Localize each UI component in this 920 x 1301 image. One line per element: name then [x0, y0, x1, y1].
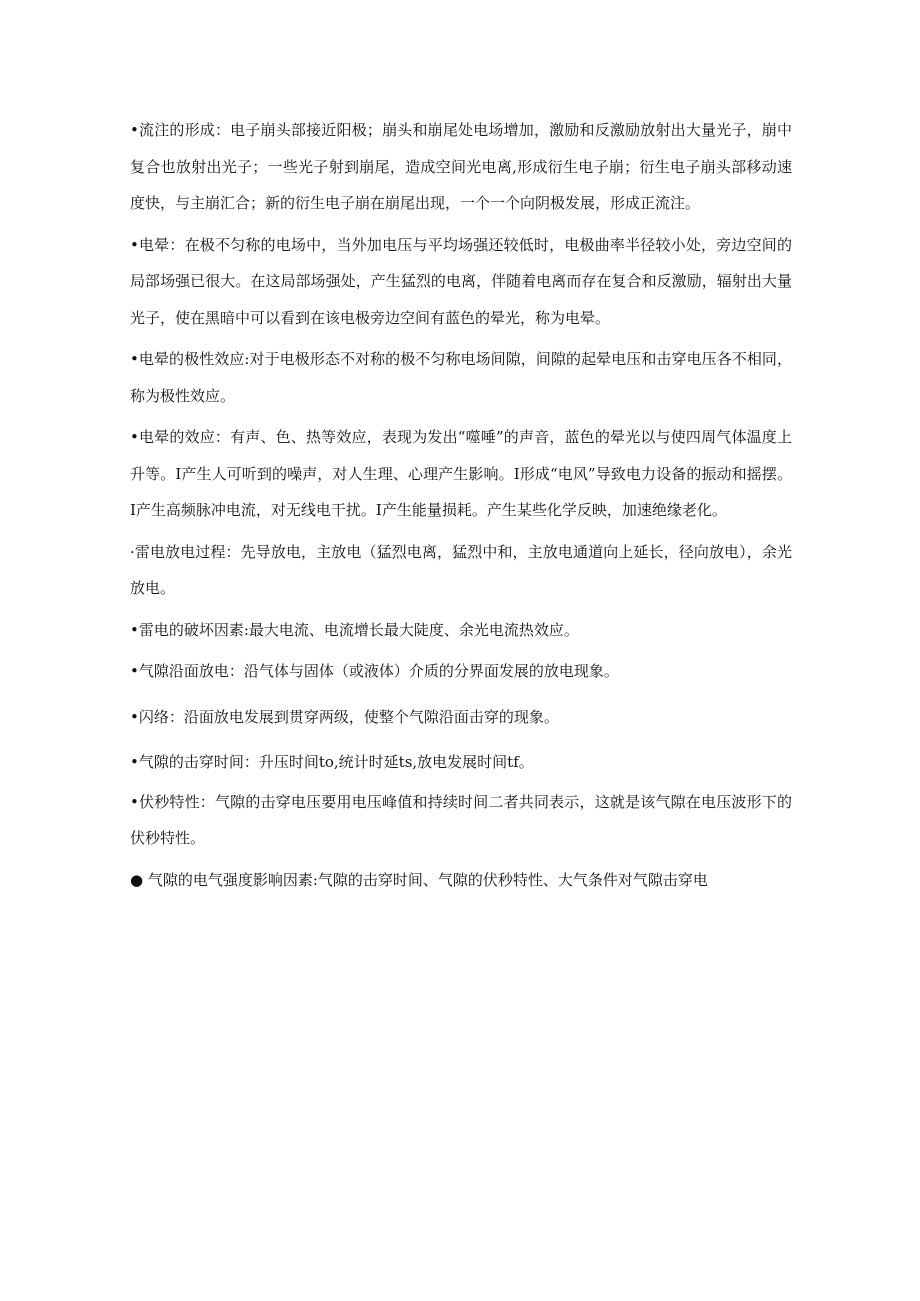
paragraph-corona: •电晕：在极不匀称的电场中，当外加电压与平均场强还较低时，电极曲率半径较小处，旁边空间的局部场强已很大。在这局部场强处，产生猛烈的电离，伴随着电离而存在复合和反激励，辐射出大量光子，使在黑暗中可以看到在该电极旁边空间有蓝色的晕光，称为电晕。 [130, 235, 792, 327]
paragraph-breakdown-time: •气隙的击穿时间：升压时间to,统计时延ts,放电发展时间tf。 [130, 753, 534, 771]
paragraph-volt-second-characteristic: •伏秒特性：气隙的击穿电压要用电压峰值和持续时间二者共同表示，这就是该气隙在电压波形下的伏秒特性。 [130, 792, 792, 847]
document-body [130, 112, 792, 903]
paragraph-corona-polarity-effect: •电晕的极性效应:对于电极形态不对称的极不匀称电场间隙，间隙的起晕电压和击穿电压各不相同，称为极性效应。 [130, 350, 792, 405]
paragraph-streamer-formation: •流注的形成：电子崩头部接近阳极；崩头和崩尾处电场增加，激励和反激励放射出大量光子，崩中复合也放射出光子；一些光子射到崩尾，造成空间光电离,形成衍生电子崩；衍生电子崩头部移动速度快，与主崩汇合；新的衍生电子崩在崩尾出现，一个一个向阴极发展，形成正流注。 [130, 121, 792, 212]
paragraph-gap-strength-factors: ● 气隙的电气强度影响因素:气隙的击穿时间、气隙的伏秒特性、大气条件对气隙击穿电 [130, 870, 708, 889]
paragraph-lightning-damage-factors: •雷电的破坏因素:最大电流、电流增长最大陡度、余光电流热效应。 [130, 620, 579, 639]
paragraph-lightning-discharge-process: ·雷电放电过程：先导放电，主放电（猛烈电离，猛烈中和，主放电通道向上延长，径向放电），余光放电。 [130, 542, 792, 597]
paragraph-surface-discharge: •气隙沿面放电：沿气体与固体（或液体）介质的分界面发展的放电现象。 [130, 662, 619, 680]
paragraph-corona-effects: •电晕的效应：有声、色、热等效应，表现为发出“噬唾”的声音，蓝色的晕光以与使四周气体温度上升等。I产生人可听到的噪声，对人生理、心理产生影响。I形成“电风”导致电力设备的振动和摇摆。I产生高频脉冲电流，对无线电干扰。I产生能量损耗。产生某些化学反映，加速绝缘老化。 [130, 428, 792, 519]
paragraph-flashover: •闪络：沿面放电发展到贯穿两级，使整个气隙沿面击穿的现象。 [130, 707, 559, 726]
